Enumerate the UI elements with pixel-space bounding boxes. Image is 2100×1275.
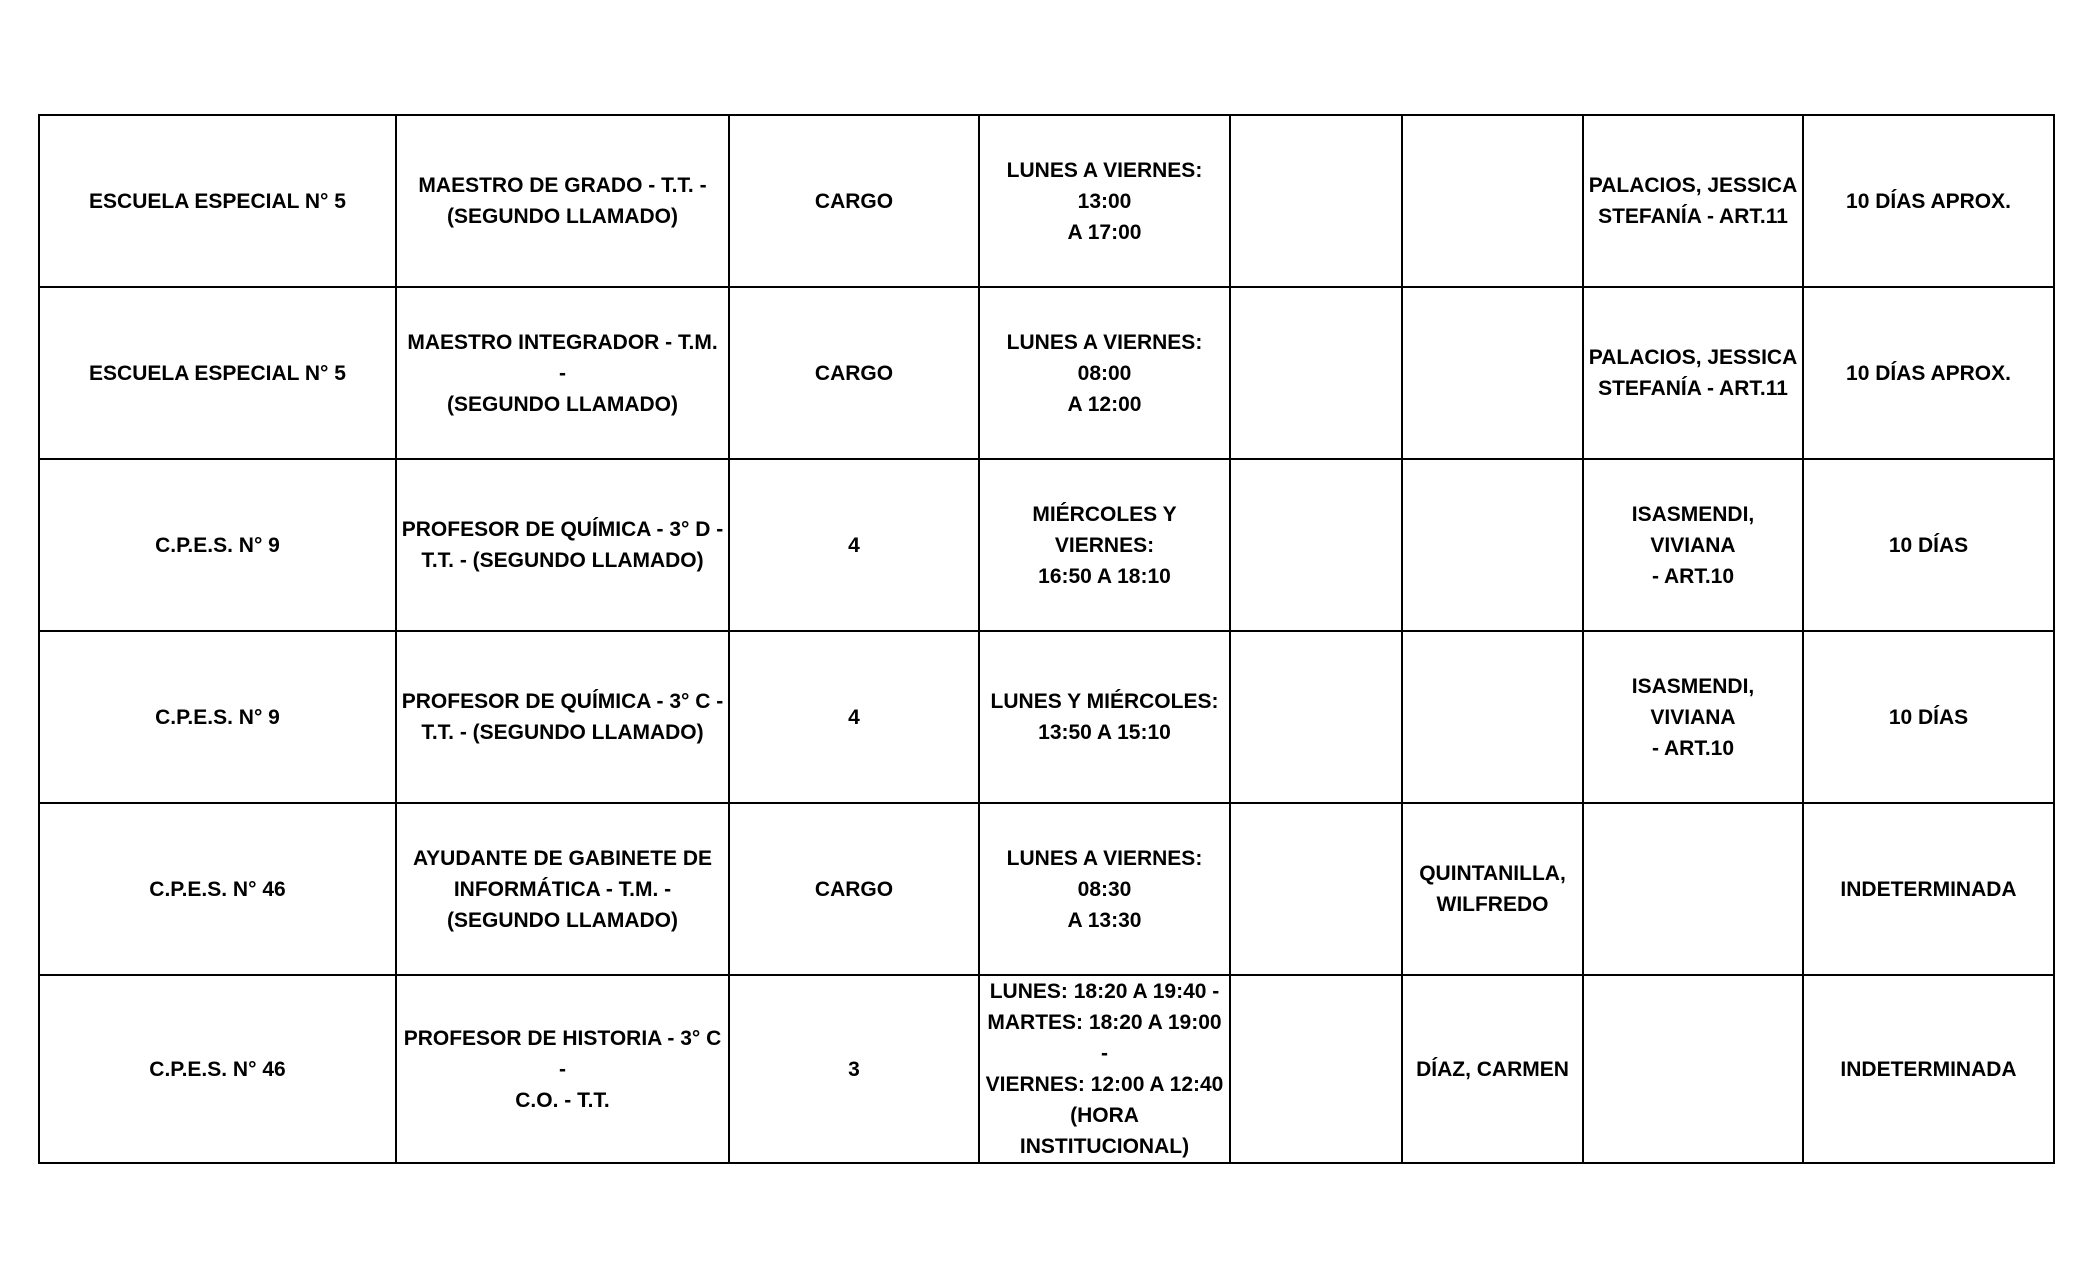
schedule-cell: MIÉRCOLES Y VIERNES: 16:50 A 18:10 [979, 459, 1230, 631]
position-cell: MAESTRO INTEGRADOR - T.M. - (SEGUNDO LLAMADO) [396, 287, 729, 459]
table-row [39, 287, 2054, 459]
table-row [39, 459, 2054, 631]
empty-cell [1230, 631, 1402, 803]
empty-cell [1230, 287, 1402, 459]
duration-cell: INDETERMINADA [1803, 803, 2054, 975]
position-cell: PROFESOR DE QUÍMICA - 3° C - T.T. - (SEGUNDO LLAMADO) [396, 631, 729, 803]
name-cell [1402, 631, 1583, 803]
position-cell: AYUDANTE DE GABINETE DE INFORMÁTICA - T.M. - (SEGUNDO LLAMADO) [396, 803, 729, 975]
name-cell [1402, 459, 1583, 631]
table-row [39, 803, 2054, 975]
substitute-cell: ISASMENDI, VIVIANA - ART.10 [1583, 459, 1803, 631]
duration-cell: 10 DÍAS APROX. [1803, 287, 2054, 459]
position-cell: PROFESOR DE QUÍMICA - 3° D - T.T. - (SEGUNDO LLAMADO) [396, 459, 729, 631]
table-row [39, 631, 2054, 803]
empty-cell [1230, 803, 1402, 975]
position-cell: MAESTRO DE GRADO - T.T. - (SEGUNDO LLAMADO) [396, 115, 729, 287]
name-cell [1402, 115, 1583, 287]
schedule-cell: LUNES A VIERNES: 08:30 A 13:30 [979, 803, 1230, 975]
school-cell: C.P.E.S. N° 9 [39, 459, 396, 631]
substitute-cell: PALACIOS, JESSICA STEFANÍA - ART.11 [1583, 287, 1803, 459]
name-cell [1402, 287, 1583, 459]
empty-cell [1230, 459, 1402, 631]
duration-cell: 10 DÍAS [1803, 631, 2054, 803]
duration-cell: INDETERMINADA [1803, 975, 2054, 1163]
substitute-cell [1583, 803, 1803, 975]
empty-cell [1230, 115, 1402, 287]
vacancy-table [38, 114, 2055, 1164]
hours-cell: 3 [729, 975, 979, 1163]
duration-cell: 10 DÍAS [1803, 459, 2054, 631]
hours-cell: CARGO [729, 803, 979, 975]
table-row [39, 975, 2054, 1163]
school-cell: ESCUELA ESPECIAL N° 5 [39, 287, 396, 459]
schedule-cell: LUNES: 18:20 A 19:40 - MARTES: 18:20 A 19:00 - VIERNES: 12:00 A 12:40 (HORA INSTITUCIONAL) [979, 975, 1230, 1163]
substitute-cell: PALACIOS, JESSICA STEFANÍA - ART.11 [1583, 115, 1803, 287]
substitute-cell: ISASMENDI, VIVIANA - ART.10 [1583, 631, 1803, 803]
schedule-cell: LUNES A VIERNES: 13:00 A 17:00 [979, 115, 1230, 287]
school-cell: C.P.E.S. N° 9 [39, 631, 396, 803]
hours-cell: 4 [729, 631, 979, 803]
schedule-cell: LUNES A VIERNES: 08:00 A 12:00 [979, 287, 1230, 459]
name-cell: DÍAZ, CARMEN [1402, 975, 1583, 1163]
hours-cell: 4 [729, 459, 979, 631]
table-body [39, 115, 2054, 1163]
name-cell: QUINTANILLA, WILFREDO [1402, 803, 1583, 975]
hours-cell: CARGO [729, 115, 979, 287]
empty-cell [1230, 975, 1402, 1163]
duration-cell: 10 DÍAS APROX. [1803, 115, 2054, 287]
school-cell: C.P.E.S. N° 46 [39, 975, 396, 1163]
table-row [39, 115, 2054, 287]
school-cell: C.P.E.S. N° 46 [39, 803, 396, 975]
hours-cell: CARGO [729, 287, 979, 459]
substitute-cell [1583, 975, 1803, 1163]
school-cell: ESCUELA ESPECIAL N° 5 [39, 115, 396, 287]
schedule-cell: LUNES Y MIÉRCOLES: 13:50 A 15:10 [979, 631, 1230, 803]
position-cell: PROFESOR DE HISTORIA - 3° C - C.O. - T.T. [396, 975, 729, 1163]
